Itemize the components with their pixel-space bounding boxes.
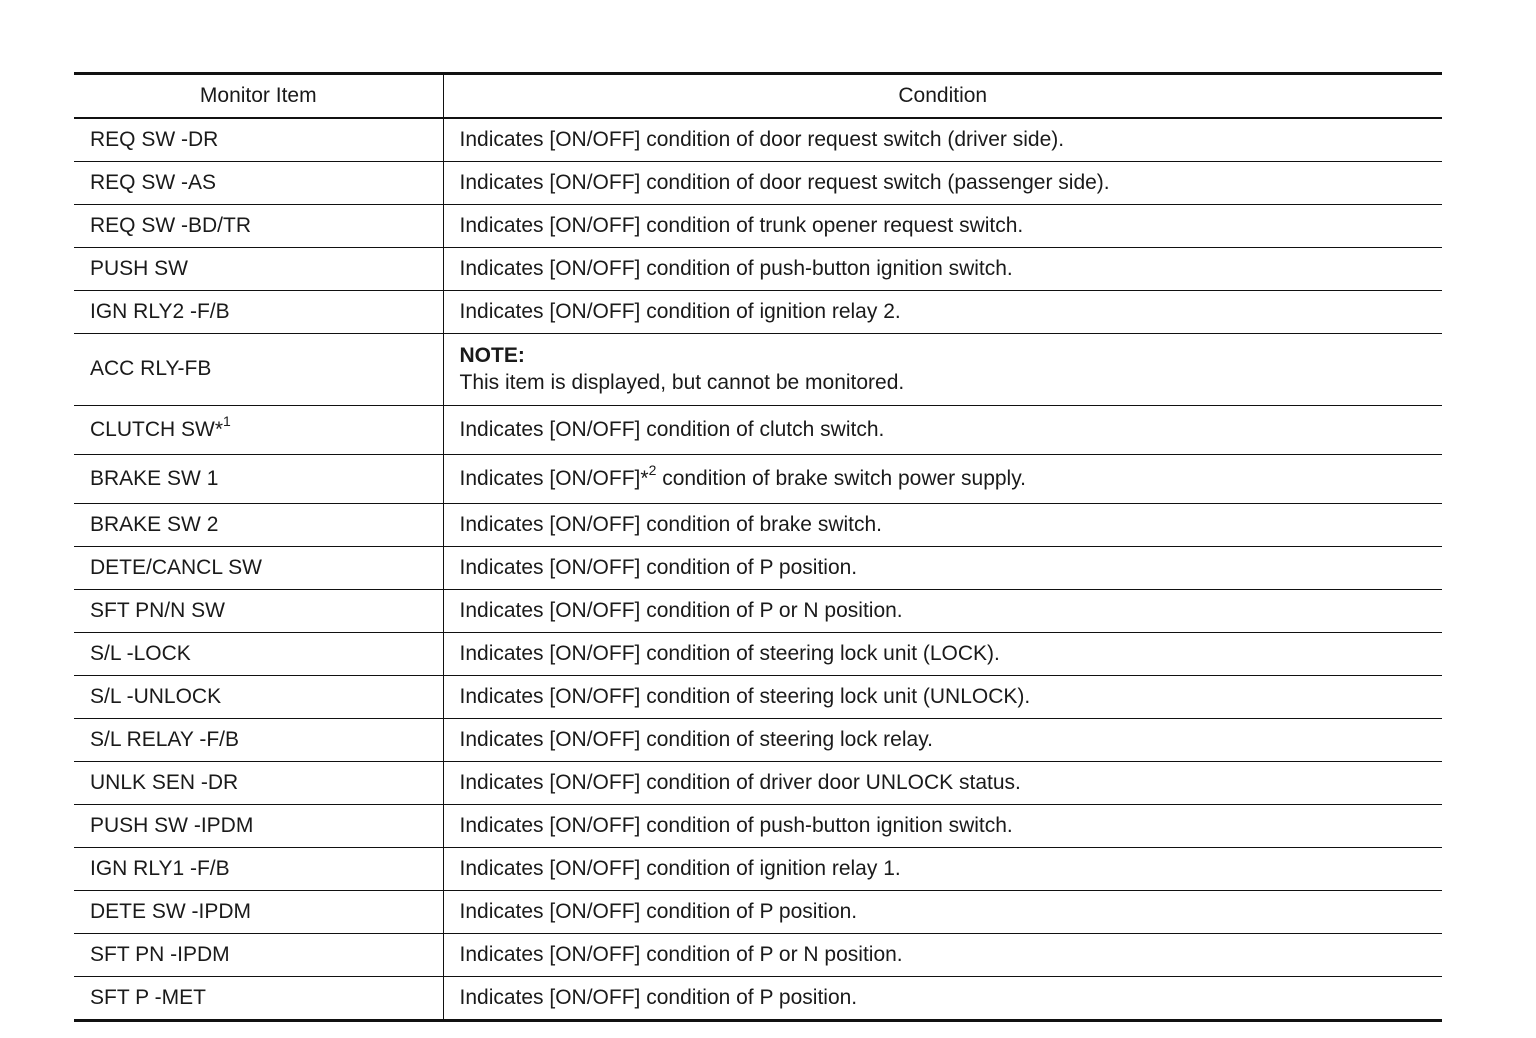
table-row [74,891,1442,934]
monitor-item-cell: SFT PN/N SW [74,590,443,633]
monitor-item-cell: S/L -LOCK [74,633,443,676]
monitor-item-cell: REQ SW -BD/TR [74,205,443,248]
column-header-condition: Condition [898,83,988,107]
condition-cell: Indicates [ON/OFF] condition of P position. [459,899,858,923]
table-row [74,547,1442,590]
table-row [74,248,1442,291]
table-row [74,205,1442,248]
monitor-item-cell: UNLK SEN -DR [74,762,443,805]
monitor-item-cell: SFT P -MET [74,977,443,1021]
footnote-marker: 1 [223,412,231,429]
monitor-item-cell: S/L RELAY -F/B [74,719,443,762]
note-text: This item is displayed, but cannot be monitored. [459,370,905,394]
monitor-item-cell: IGN RLY1 -F/B [74,848,443,891]
table-row [74,455,1442,504]
table-row [74,590,1442,633]
table-row [74,805,1442,848]
condition-cell [443,334,1442,406]
condition-cell: Indicates [ON/OFF] condition of ignition relay 2. [459,299,901,323]
table-row [74,633,1442,676]
monitor-item-cell: PUSH SW -IPDM [74,805,443,848]
monitor-item-text: CLUTCH SW* [90,417,224,441]
condition-cell: Indicates [ON/OFF] condition of push-button ignition switch. [459,813,1013,837]
monitor-item-cell: IGN RLY2 -F/B [74,291,443,334]
condition-cell: Indicates [ON/OFF] condition of push-button ignition switch. [459,256,1013,280]
condition-cell: Indicates [ON/OFF] condition of ignition relay 1. [459,856,901,880]
condition-cell: Indicates [ON/OFF] condition of P position. [459,985,858,1009]
condition-cell: Indicates [ON/OFF] condition of steering lock unit (LOCK). [459,641,1000,665]
note-label: NOTE: [459,344,525,368]
monitor-item-cell: PUSH SW [74,248,443,291]
condition-cell: Indicates [ON/OFF] condition of steering lock relay. [459,727,933,751]
monitor-item-cell: S/L -UNLOCK [74,676,443,719]
condition-cell: Indicates [ON/OFF] condition of P or N position. [459,942,903,966]
condition-text-end: condition of brake switch power supply. [656,466,1026,490]
table-row [74,762,1442,805]
monitor-item-cell: REQ SW -AS [74,162,443,205]
condition-cell: Indicates [ON/OFF] condition of door request switch (driver side). [459,127,1065,151]
column-header-monitor-item: Monitor Item [74,74,443,119]
monitor-item-cell: DETE SW -IPDM [74,891,443,934]
condition-text-start: Indicates [ON/OFF]* [459,466,649,490]
monitor-item-cell [74,406,443,455]
condition-cell [443,455,1442,504]
monitor-item-cell: DETE/CANCL SW [74,547,443,590]
table-row [74,334,1442,406]
table-row [74,977,1442,1021]
footnote-marker: 2 [648,461,657,478]
condition-cell: Indicates [ON/OFF] condition of driver door UNLOCK status. [459,770,1021,794]
condition-cell: Indicates [ON/OFF] condition of P or N position. [459,598,903,622]
monitor-item-table [74,72,1442,1022]
condition-cell: Indicates [ON/OFF] condition of clutch switch. [459,417,885,441]
monitor-item-cell: BRAKE SW 2 [74,504,443,547]
monitor-item-cell: ACC RLY-FB [74,334,443,406]
condition-cell: Indicates [ON/OFF] condition of trunk opener request switch. [459,213,1024,237]
monitor-item-cell: SFT PN -IPDM [74,934,443,977]
condition-cell: Indicates [ON/OFF] condition of steering lock unit (UNLOCK). [459,684,1031,708]
table-row [74,504,1442,547]
table-row [74,291,1442,334]
condition-cell: Indicates [ON/OFF] condition of door request switch (passenger side). [459,170,1110,194]
table-header-row [74,74,1442,119]
table-row [74,719,1442,762]
condition-cell: Indicates [ON/OFF] condition of brake switch. [459,512,883,536]
table-row [74,934,1442,977]
table-row [74,848,1442,891]
table-row [74,676,1442,719]
monitor-item-cell: BRAKE SW 1 [74,455,443,504]
condition-cell: Indicates [ON/OFF] condition of P position. [459,555,858,579]
table-row [74,118,1442,162]
table-row [74,162,1442,205]
monitor-item-cell: REQ SW -DR [74,118,443,162]
table-row [74,406,1442,455]
